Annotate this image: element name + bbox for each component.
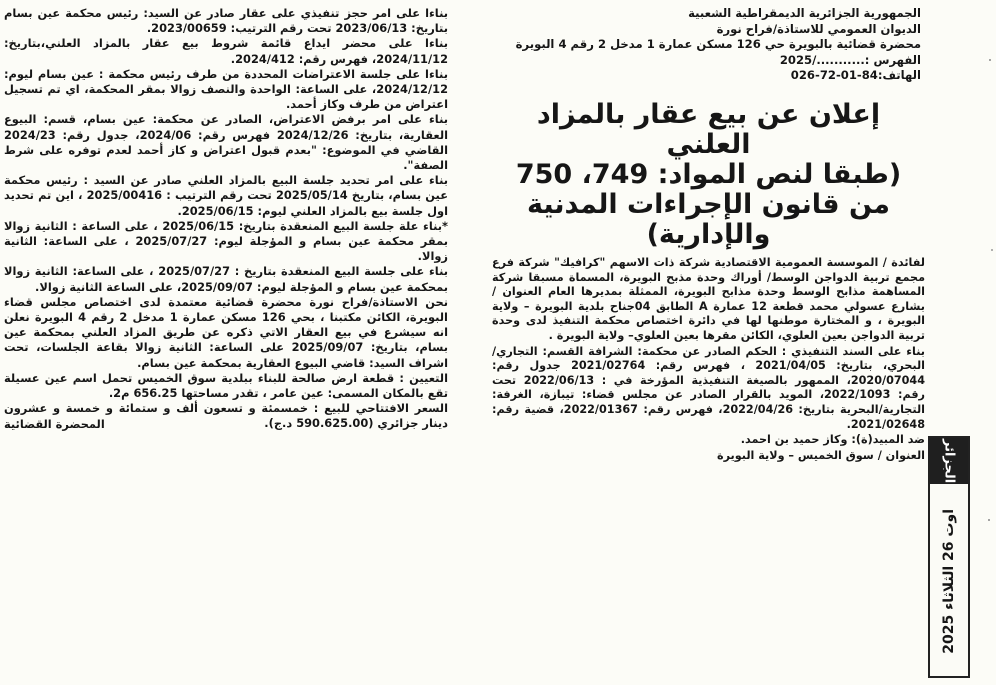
left-paragraph: بناءا على امر حجز تنفيذي على عقار صادر عن السيد: رئيس محكمة عين بسام بتاريخ: 2023/06/13 تحت رقم الترتيب: 2023/00659. [4, 6, 448, 36]
headline-line: (طبقا لنص المواد: 749، 750 [515, 158, 902, 190]
debtor-line: ضد المبيد(ة): وكاز حميد بن احمد. [740, 433, 925, 447]
letterhead [492, 6, 921, 84]
newspaper-stamp [928, 436, 970, 678]
left-paragraph: بناء على امر تحديد جلسة البيع بالمزاد العلني صادر عن السيد : رئيس محكمة عين بسام، بتاريخ 2025/05/14 تحت رقم الترتيب : 2025/00416 ، اين تم تحديد اول جلسة بيع بالمزاد العلني ليوم: 2025/06/15. [4, 173, 448, 218]
right-column [492, 6, 925, 464]
left-column [4, 6, 448, 432]
left-paragraph: *بناء علة جلسة البيع المنعقدة بتاريخ: 2025/06/15 ، على الساعة : الثانية زوالا بمقر محكمة عين بسام و المؤجلة ليوم: 2025/07/27 ، على الساعة: الثانية زوالا. [4, 218, 448, 264]
publication-date [930, 488, 968, 674]
headline-line: إعلان عن بيع عقار بالمزاد [536, 98, 881, 130]
newspaper-name-text: الجزائر [941, 438, 957, 484]
writ-paragraph: بناء على السند التنفيذي : الحكم الصادر عن محكمة: الشرافة القسم: التجاري/ البحري، بتاريخ: 2021/04/05 ، فهرس رقم: 2021/02764 جدول رقم: 2020/07044، الممهور بالصيغة التنفيذية المؤرخة في : 2022/06/13 تحت رقم: 2022/1093، المويد بالقرار الصادر عن مجلس قضاء: تيبازة، الغرفة: التجارية/البحرية بتاريخ: 2022/04/26، فهرس رقم: 2022/01367، قضية رقم: 2021/02648. [492, 344, 925, 431]
headline-line: والإدارية) [646, 218, 771, 250]
price-paragraph: السعر الافتتاحي للبيع : خمسمئة و تسعون ألف و ستمائة و خمسة و عشرون دينار جزائري (590.625.00 د.ج). [4, 401, 448, 431]
left-paragraph: التعيين : قطعة ارض صالحة للبناء ببلدية سوق الخميس تحمل اسم عين عسيلة تقع بالمكان المسمى: عين عامر ، تقدر مساحتها 656.25 م2. [4, 370, 448, 401]
newspaper-name [930, 438, 968, 484]
debtor-address: العنوان / سوق الخميس – ولاية البويرة [716, 448, 925, 462]
letterhead-line: الفهرس :.........../2025 [779, 52, 921, 67]
announcement-body [492, 256, 925, 463]
announcement-headline [492, 100, 925, 250]
letterhead-line: الهاتف:84-01-72-026 [790, 68, 921, 83]
signature: المحضرة القضائية [4, 416, 105, 431]
left-paragraph: بناءا على محضر ايداع قائمة شروط بيع عقار بالمزاد العلني،بتاريخ: 2024/11/12، فهرس رقم: 2024/412. [4, 36, 448, 66]
left-paragraph: بناء على جلسة البيع المنعقدة بتاريخ : 2025/07/27 ، على الساعة: الثانية زوالا بمحكمة عين بسام و المؤجلة ليوم: 2025/09/07، على الساعة الثانية زوالا. [4, 264, 449, 294]
scan-edge-marks [986, 0, 996, 685]
letterhead-line: الديوان العمومي للاستاذة/فراح نورة [716, 21, 921, 36]
beneficiary-paragraph: لفائدة / الموسسة العمومية الاقتصادية شركة ذات الاسهم "كرافيك" شركة فرع مجمع تربية الدواجن الوسط/ أوراك وحدة مذبح البويرة، المسماة مسبقا شركة المساهمة مذابح الوسط وحدة مذابح البويرة، الممثلة بمديرها العام العنوان / بشارع عسولي محمد قطعة 12 عمارة A الطابق 04جناح بلدية البويرة – ولاية البويرة ، و المختارة موطنها لها في دائرة اختصاص محكمة التنفيذ لدى وحدة تربية الدواجن بعين العلوي، الكائن مقرها بعين العلوي– ولاية البويرة . [492, 255, 925, 342]
left-paragraph: نحن الاستاذة/فراح نورة محضرة قضائية معتمدة لدى اختصاص مجلس قضاء البويرة، الكائن مكتبنا ، بحي 126 مسكن عمارة 1 مدخل 2 رقم 4 البويرة نعلن انه سيشرع في بيع العقار الاتي ذكره عن طريق المزاد العلني بمحكمة عين بسام، بتاريخ: 2025/09/07 على الساعة: الثانية زوالا بقاعة الجلسات، تحت اشراف السيد: قاضي البيوع العقارية بمحكمة عين بسام. [4, 294, 448, 370]
left-paragraph: بناء على امر برفض الاعتراض، الصادر عن محكمة: عين بسام، قسم: البيوع العقارية، بتاريخ: 2024/12/26 فهرس رقم: 2024/06، جدول رقم: 2024/23 القاضي في الموضوع: "بعدم قبول اعتراض و كاز أحمد لعدم توفره على شرط الصفة". [4, 112, 449, 173]
left-paragraph: بناءا على جلسة الاعتراضات المحددة من طرف رئيس محكمة : عين بسام ليوم: 2024/12/12، على الساعة: الواحدة والنصف زوالا بمقر المحكمة، اي تم تسجيل اعتراض من طرف وكاز أحمد. [4, 66, 448, 112]
headline-line: العلني [666, 128, 751, 160]
letterhead-line: محضرة قضائية بالبويرة حي 126 مسكن عمارة 1 مدخل 2 رقم 4 البويرة [515, 37, 921, 52]
headline-line: من قانون الإجراءات المدنية [527, 188, 890, 220]
letterhead-line: الجمهورية الجزائرية الديمقراطية الشعبية [688, 6, 921, 20]
publication-date-text: 2025 اوت 26 الثلاثاء [941, 508, 957, 654]
